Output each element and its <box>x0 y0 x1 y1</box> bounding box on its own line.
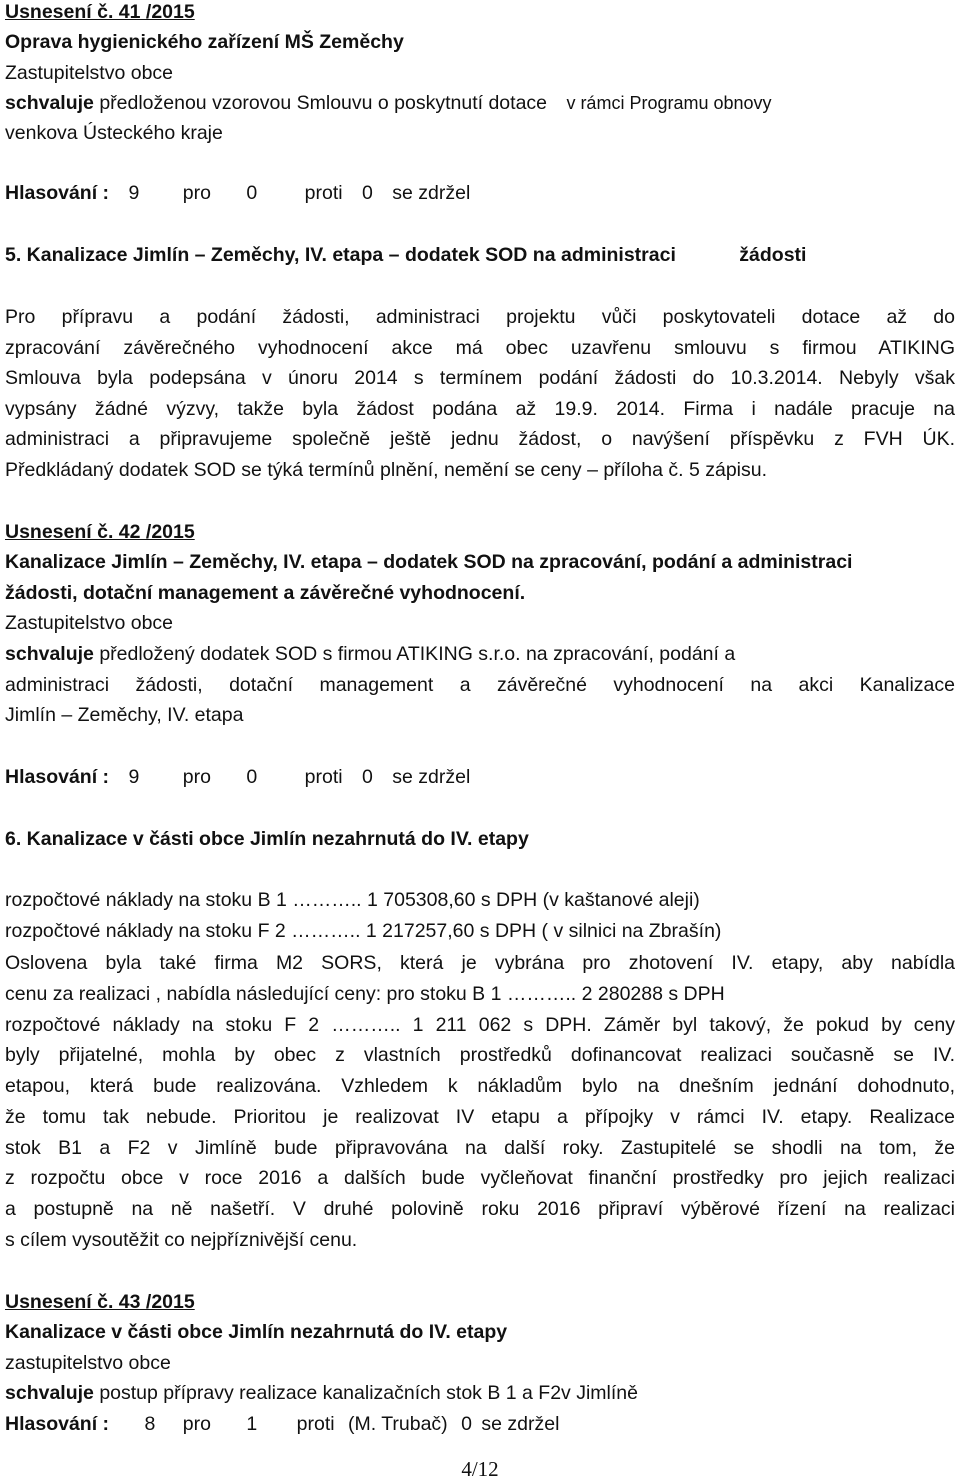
section-5-heading-tail: žádosti <box>739 244 807 266</box>
resolution-41-subject: Oprava hygienického zařízení MŠ Zeměchy <box>5 31 404 53</box>
vote-against-label: proti <box>296 1413 335 1435</box>
section-6-paragraph-line: že tomu tak nebude. Prioritou je realizovat IV etapu a přípojky v rámci IV. etapy. Realizace <box>5 1106 955 1128</box>
vote-abstain-count: 0 <box>362 182 373 204</box>
vote-against-count: 0 <box>246 182 258 204</box>
section-5-paragraph-line: Předkládaný dodatek SOD se týká termínů plnění, nemění se ceny – příloha č. 5 zápisu. <box>5 459 768 481</box>
vote-label: Hlasování : <box>5 766 110 788</box>
vote-for-count: 9 <box>128 182 140 204</box>
resolution-41-approval-line2: venkova Ústeckého kraje <box>5 122 223 144</box>
section-5-paragraph-line: administraci a připravujeme společně ještě jednu žádost, o navýšení příspěvku z FVH ÚK. <box>5 428 955 450</box>
resolution-43-title: Usnesení č. 43 /2015 <box>5 1291 195 1313</box>
approves-label: schvaluje <box>5 1382 94 1404</box>
resolution-41-approval <box>5 91 772 115</box>
resolution-41-vote <box>5 181 470 205</box>
vote-against-count: 1 <box>246 1413 258 1435</box>
vote-against-label: proti <box>304 766 343 788</box>
section-6-paragraph-line: Oslovena byla také firma M2 SORS, která je vybrána pro zhotovení IV. etapy, aby nabídla <box>5 952 955 974</box>
section-6-paragraph-line: a postupně na ně našetří. V druhé polovině roku 2016 připraví výběrové řízení na realizaci <box>5 1198 955 1220</box>
resolution-42-subject-line2: žádosti, dotační management a závěrečné vyhodnocení. <box>5 582 526 604</box>
vote-abstain-count: 0 <box>362 766 373 788</box>
section-5-paragraph-line: Pro přípravu a podání žádosti, administraci projektu vůči poskytovateli dotace až do <box>5 306 955 328</box>
vote-against-note: (M. Trubač) <box>348 1413 448 1435</box>
resolution-43-vote <box>5 1412 559 1436</box>
section-6-paragraph-line: z rozpočtu obce v roce 2016 a dalších bude vyčleňovat finanční prostředky pro jejich realizaci <box>5 1167 955 1189</box>
approval-text: postup přípravy realizace kanalizačních stok B 1 a F2v Jimlíně <box>99 1382 638 1404</box>
page-number: 4/12 <box>461 1457 499 1481</box>
approves-label: schvaluje <box>5 643 94 665</box>
approval-text: předložený dodatek SOD s firmou ATIKING s.r.o. na zpracování, podání a <box>99 643 736 665</box>
section-5-paragraph-line: zpracování závěrečného vyhodnocení akce má obec uzavřenu smlouvu s firmou ATIKING <box>5 337 955 359</box>
section-6-paragraph-line: rozpočtové náklady na stoku F 2 ……….. 1 211 062 s DPH. Záměr byl takový, že pokud by ceny <box>5 1014 955 1036</box>
section-6-paragraph-line: rozpočtové náklady na stoku B 1 ……….. 1 705308,60 s DPH (v kaštanové aleji) <box>5 889 700 911</box>
resolution-42-approval <box>5 642 735 666</box>
section-6-paragraph-line: stok B1 a F2 v Jimlíně bude připravována na další roky. Zastupitelé se shodli na tom, že <box>5 1137 955 1159</box>
vote-abstain-label: se zdržel <box>392 766 471 788</box>
vote-for-label: pro <box>182 766 211 788</box>
resolution-42-subject: Kanalizace Jimlín – Zeměchy, IV. etapa – dodatek SOD na zpracování, podání a administraci <box>5 551 853 573</box>
vote-for-count: 8 <box>144 1413 156 1435</box>
approves-label: schvaluje <box>5 92 94 114</box>
section-5-paragraph-line: vypsány žádné výzvy, takže byla žádost podána až 19.9. 2014. Firma i nadále pracuje na <box>5 398 955 420</box>
resolution-43-subject: Kanalizace v části obce Jimlín nezahrnutá do IV. etapy <box>5 1321 508 1343</box>
section-5-paragraph-line: Smlouva byla podepsána v únoru 2014 s termínem podání žádosti do 10.3.2014. Nebyly však <box>5 367 955 389</box>
section-6-paragraph-line: etapou, která bude realizována. Vzhledem k nákladům bylo na dnešním jednání dohodnuto, <box>5 1075 955 1097</box>
resolution-42-approval-line3: Jimlín – Zeměchy, IV. etapa <box>5 704 244 726</box>
section-6-paragraph-line: byly přijatelné, mohla by obec z vlastních prostředků dofinancovat realizaci současně se IV. <box>5 1044 955 1066</box>
section-5-heading <box>5 243 806 267</box>
section-6-paragraph-line: rozpočtové náklady na stoku F 2 ……….. 1 217257,60 s DPH ( v silnici na Zbrašín) <box>5 920 722 942</box>
vote-against-label: proti <box>304 182 343 204</box>
resolution-43-approval <box>5 1381 638 1405</box>
resolution-41-title: Usnesení č. 41 /2015 <box>5 1 195 23</box>
vote-abstain-label: se zdržel <box>392 182 471 204</box>
approval-text: předloženou vzorovou Smlouvu o poskytnutí dotace <box>99 92 548 114</box>
resolution-42-vote <box>5 765 470 789</box>
vote-for-count: 9 <box>128 766 140 788</box>
section-6-heading: 6. Kanalizace v části obce Jimlín nezahrnutá do IV. etapy <box>5 828 529 850</box>
vote-abstain-count: 0 <box>461 1413 472 1435</box>
vote-label: Hlasování : <box>5 1413 110 1435</box>
resolution-42-title: Usnesení č. 42 /2015 <box>5 521 195 543</box>
vote-for-label: pro <box>182 1413 211 1435</box>
vote-for-label: pro <box>182 182 211 204</box>
vote-abstain-label: se zdržel <box>481 1413 560 1435</box>
resolution-42-council: Zastupitelstvo obce <box>5 612 174 634</box>
vote-label: Hlasování : <box>5 182 110 204</box>
resolution-43-council: zastupitelstvo obce <box>5 1352 171 1374</box>
resolution-42-approval-line2: administraci žádosti, dotační management a závěrečné vyhodnocení na akci Kanalizace <box>5 674 955 696</box>
section-5-heading-main: 5. Kanalizace Jimlín – Zeměchy, IV. etapa – dodatek SOD na administraci <box>5 244 676 266</box>
section-6-paragraph-line: cenu za realizaci , nabídla následující ceny: pro stoku B 1 ……….. 2 280288 s DPH <box>5 983 725 1005</box>
resolution-41-council: Zastupitelstvo obce <box>5 62 174 84</box>
section-6-paragraph-line: s cílem vysoutěžit co nejpříznivější cenu. <box>5 1229 358 1251</box>
approval-text-tail: v rámci Programu obnovy <box>566 93 772 113</box>
vote-against-count: 0 <box>246 766 258 788</box>
